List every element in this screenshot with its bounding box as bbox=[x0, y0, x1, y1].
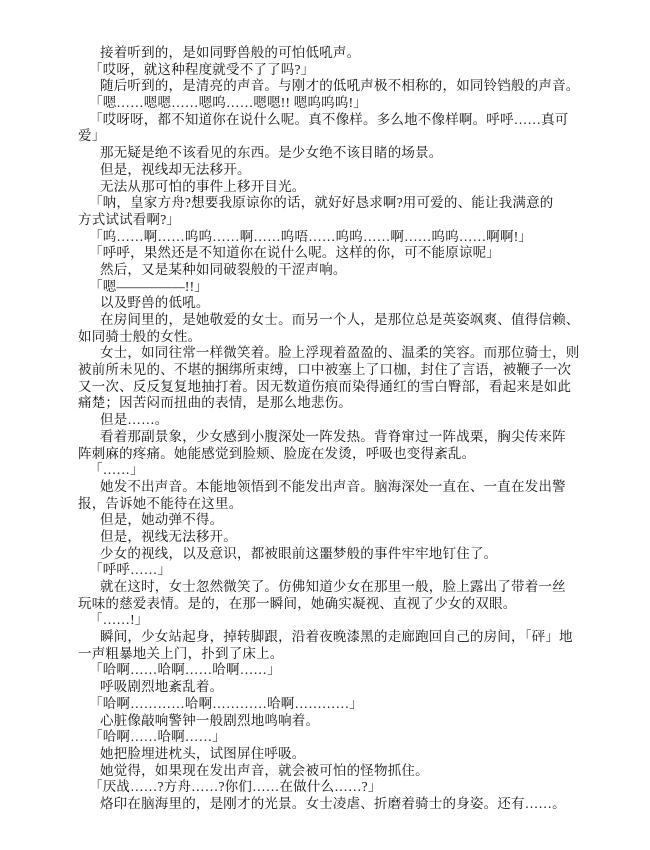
text-line: 「哎呀呀，都不知道你在说什么呢。真不像样。多么地不像样啊。呼呼……真可 bbox=[89, 111, 569, 127]
text-line: 烙印在脑海里的，是刚才的光景。女士凌虐、折磨着骑士的身姿。还有……。 bbox=[100, 795, 566, 811]
text-line: 她把脸埋进枕头，试图屏住呼吸。 bbox=[100, 745, 306, 761]
text-line: 「嗯—————!!」 bbox=[89, 278, 208, 294]
text-line: 阵刺麻的疼痛。她能感觉到脸颊、脸庞在发烫，呼吸也变得紊乱。 bbox=[78, 445, 476, 461]
text-line: 但是，她动弹不得。 bbox=[100, 512, 224, 528]
text-line: 看着那副景象，少女感到小腹深处一阵发热。背脊窜过一阵战栗，胸尖传来阵 bbox=[100, 428, 566, 444]
text-line: 少女的视线，以及意识，都被眼前这噩梦般的事件牢牢地钉住了。 bbox=[100, 545, 498, 561]
text-line: 「呐，皇家方舟?想要我原谅你的话，就好好恳求啊?用可爱的、能让我满意的 bbox=[89, 195, 554, 211]
text-line: 在房间里的，是她敬爱的女士。而另一个人，是那位总是英姿飒爽、值得信赖、 bbox=[100, 312, 580, 327]
text-line: 「哎呀，就这种程度就受不了了吗?」 bbox=[89, 61, 315, 77]
text-line: 然后，又是某种如同破裂般的干涩声响。 bbox=[100, 261, 347, 277]
text-line: 「……!」 bbox=[89, 612, 149, 628]
text-line: 「呜……啊……呜呜……啊……呜唔……呜呜……啊……呜呜……啊啊!」 bbox=[89, 228, 533, 244]
text-line: 「呼呼，果然还是不知道你在说什么呢。这样的你，可不能原谅呢」 bbox=[89, 245, 500, 261]
text-line: 爱」 bbox=[78, 128, 106, 144]
text-line: 「哈啊……哈啊……」 bbox=[89, 729, 226, 745]
text-line: 就在这时，女士忽然微笑了。仿佛知道少女在那里一般，脸上露出了带着一丝 bbox=[100, 579, 566, 594]
text-line: 玩味的慈爱表情。是的，在那一瞬间，她确实凝视、直视了少女的双眼。 bbox=[78, 595, 517, 611]
text-line: 她觉得，如果现在发出声音，就会被可怕的怪物抓住。 bbox=[100, 762, 429, 778]
text-line: 「嗯……嗯嗯……嗯呜……嗯嗯!! 嗯呜呜呜!」 bbox=[89, 95, 367, 111]
text-line: 「……」 bbox=[89, 462, 144, 478]
text-line: 又一次、反反复复地抽打着。因无数道伤痕而染得通红的雪白臀部，看起来是如此 bbox=[78, 378, 572, 394]
text-line: 接着听到的，是如同野兽般的可怕低吼声。 bbox=[100, 45, 361, 60]
text-line: 「呼呼……」 bbox=[89, 562, 172, 578]
text-line: 心脏像敲响警钟一般剧烈地鸣响着。 bbox=[100, 712, 320, 728]
text-line: 以及野兽的低吼。 bbox=[100, 295, 210, 311]
text-line: 但是，视线却无法移开。 bbox=[100, 161, 251, 177]
text-line: 被前所未见的、不堪的捆绑所束缚，口中被塞上了口枷，封住了言语，被鞭子一次 bbox=[78, 362, 572, 378]
text-line: 无法从那可怕的事件上移开目光。 bbox=[100, 178, 306, 194]
text-line: 一声粗暴地关上门，扑到了床上。 bbox=[78, 645, 284, 661]
text-line: 报，告诉她不能待在这里。 bbox=[78, 495, 243, 511]
novel-text bbox=[78, 45, 638, 813]
text-line: 随后听到的，是清亮的声音。与刚才的低吼声极不相称的，如同铃铛般的声音。 bbox=[100, 78, 580, 94]
text-line: 方式试试看啊?」 bbox=[78, 211, 181, 227]
text-line: 但是……。 bbox=[100, 412, 169, 428]
text-line: 「哈啊……哈啊……哈啊……」 bbox=[89, 662, 281, 678]
text-line: 但是，视线无法移开。 bbox=[100, 528, 237, 544]
text-line: 痛楚；因苦闷而扭曲的表情，是那么地悲伤。 bbox=[78, 395, 352, 411]
text-line: 「哈啊…………哈啊…………哈啊…………」 bbox=[89, 695, 363, 711]
text-line: 那无疑是绝不该看见的东西。是少女绝不该目睹的场景。 bbox=[100, 145, 443, 161]
text-line: 呼吸剧烈地紊乱着。 bbox=[100, 679, 224, 695]
text-line: 女士，如同往常一样微笑着。脸上浮现着盈盈的、温柔的笑容。而那位骑士，则 bbox=[100, 345, 580, 361]
text-line: 「厌战……?方舟……?你们……在做什么……?」 bbox=[89, 779, 382, 795]
text-line: 她发不出声音。本能地领悟到不能发出声音。脑海深处一直在、一直在发出警 bbox=[100, 478, 566, 494]
text-line: 瞬间，少女站起身，掉转脚跟，沿着夜晚漆黑的走廊跑回自己的房间，「砰」地 bbox=[100, 629, 573, 645]
text-line: 如同骑士般的女性。 bbox=[78, 328, 202, 344]
